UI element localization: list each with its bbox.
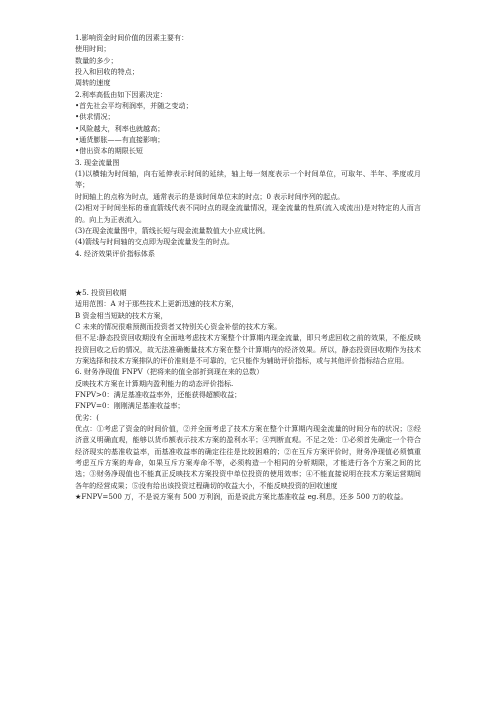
heading-evaluation-index-system: 4. 经济效果评价指标体系: [75, 248, 155, 258]
bullet-item: •风险越大，利率也就越高；: [75, 123, 165, 133]
paragraph: 优劣：(: [75, 412, 100, 422]
paragraph: 时间轴上的点称为时点，通常表示的是该时间单位末的时点；0 表示时间序列的起点。: [75, 191, 345, 201]
bullet-item: •通货膨胀——有直接影响；: [75, 135, 165, 145]
list-item: 周转的速度: [75, 78, 111, 88]
heading-payback-period: ★5. 投资回收期: [75, 287, 127, 297]
paragraph: (4)箭线与时间轴的交点即为现金流量发生的时点。: [75, 237, 235, 247]
paragraph: (2)相对于时间坐标的垂直箭线代表不同时点的现金流量情况，现金流量的性质(流入或流出)是对特定的人而言的。向上为正表流入。: [75, 203, 421, 224]
section-evaluation-indicators: [75, 287, 421, 503]
section-spacer: [75, 259, 421, 287]
paragraph: (1)以横轴为时间轴，向右延伸表示时间的延续，轴上每一刻度表示一个时间单位，可取年、半年、季度或月等；: [75, 169, 421, 190]
paragraph: B 资金相当短缺的技术方案，: [75, 310, 168, 320]
paragraph: 反映技术方案在计算期内盈利能力的动态评价指标.: [75, 378, 234, 388]
paragraph: 适用范围：A 对于那些技术上更新迅速的技术方案，: [75, 299, 239, 309]
list-item: 数量的多少；: [75, 55, 118, 65]
paragraph: C 未来的情况很难预测而投资者又特别关心资金补偿的技术方案。: [75, 321, 282, 331]
heading-cash-flow-diagram: 3. 现金流量图: [75, 157, 120, 167]
heading-time-value-factors: 1.影响资金时间价值的因素主要有：: [75, 33, 189, 42]
list-item: 投入和回收的特点；: [75, 67, 139, 77]
heading-fnpv: 6. 财务净现值 FNPV（把将来的值全部折到现在来的总数）: [75, 367, 264, 377]
bullet-item: •首先社会平均利润率，并随之变动；: [75, 101, 193, 111]
paragraph: FNPV=0：刚刚满足基准收益率；: [75, 401, 185, 411]
paragraph: (3)在现金流量图中，箭线长短与现金流量数值大小应成比例。: [75, 225, 270, 235]
paragraph: ★FNPV=500 万，不是说方案有 500 万利润，而是说此方案比基准收益 eg.利息，还多 500 万的收益。: [75, 492, 408, 502]
document-page: [75, 32, 421, 502]
heading-interest-rate-factors: 2.利率高低由如下因素决定：: [75, 89, 167, 99]
paragraph: 但不足:静态投资回收期没有全面地考虑技术方案整个计算期内现金流量，即只考虑回收之前的效果，不能反映投资回收之后的情况，故无法准确衡量技术方案在整个计算期内的经济效果。所以，静态投资回收期作为技术方案选择和技术方案排队的评价准则是不可靠的，它只能作为辅助评价指标，或与其他评价指标结合应用。: [75, 333, 421, 365]
section-time-value-and-cash-flow: [75, 32, 421, 259]
bullet-item: •借出资本的期限长短: [75, 146, 144, 156]
paragraph: 优点：①考虑了资金的时间价值，②并全面考虑了技术方案在整个计算期内现金流量的时间分布的状况；③经济意义明确直观，能够以货币额表示技术方案的盈利水平；④判断直观。不足之处：①必须首先确定一个符合经济现实的基准收益率，而基准收益率的确定往往是比较困难的；②在互斥方案评价时，财务净现值必须慎重考虑互斥方案的寿命，如果互斥方案寿命不等，必须构造一个相同的分析期限，才能进行各个方案之间的比选；③财务净现值也不能真正反映技术方案投资中单位投资的使用效率；④不能直接说明在技术方案运营期间各年的经营成果；⑤没有给出该投资过程确切的收益大小，不能反映投资的回收速度: [75, 424, 421, 490]
paragraph: FNPV>0：满足基准收益率外，还能获得超额收益；: [75, 389, 242, 399]
bullet-item: •供求情况；: [75, 112, 115, 122]
list-item: 使用时间；: [75, 44, 111, 54]
